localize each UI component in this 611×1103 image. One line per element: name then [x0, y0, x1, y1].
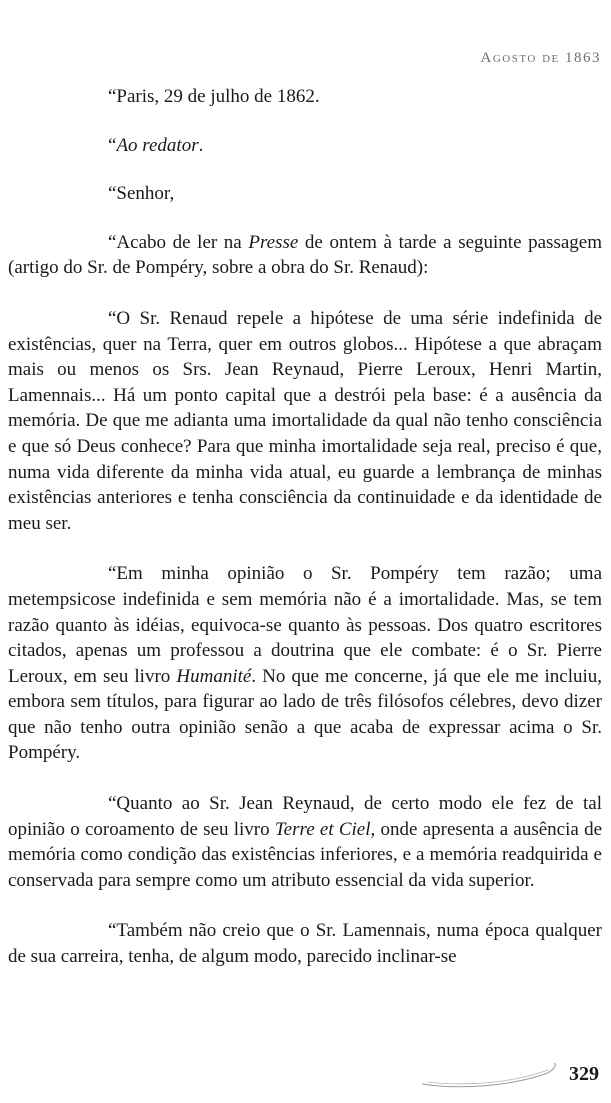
paragraph-salutation: “Senhor,	[108, 183, 175, 205]
paragraph-reynaud: “Quanto ao Sr. Jean Reynaud, de certo modo ele fez de tal opinião o coroamento de seu livro Terre et Ciel, onde apresenta a ausência de memória como condição das existências inferiores, e a memória readquirida e conservada para sempre como um atributo essencial da vida superior.	[8, 793, 602, 891]
italic-title: Humanité	[176, 665, 252, 687]
page-number: 329	[569, 1063, 599, 1085]
italic-title: Presse	[248, 231, 299, 253]
paragraph-opinion: “Em minha opinião o Sr. Pompéry tem razão; uma metempsicose indefinida e sem memória não é a imortalidade. Mas, se tem razão quanto às idéias, equivoca-se quanto às pessoas. Dos quatro escritores citados, apenas um professou a doutrina que ele combate: é o Sr. Pierre Leroux, em seu livro Humanité. No que me concerne, já que ele me incluiu, embora sem títulos, para figurar ao lado de três filósofos célebres, devo dizer que não tenho outra opinião senão a que acaba de expressar acima o Sr. Pompéry.	[8, 563, 602, 764]
flourish-ornament	[420, 1060, 560, 1090]
paragraph-addressee: “Ao redator.	[108, 134, 204, 156]
paragraph-dateline: “Paris, 29 de julho de 1862.	[108, 86, 320, 107]
paragraph-pompery-quote: “O Sr. Renaud repele a hipótese de uma série indefinida de existências, quer na Terra, quer em outros globos... Hipótese a que abraçam mais ou menos os Srs. Jean Reynaud, Pierre Leroux, Henri Martin, Lamennais... Há um ponto capital que a destrói pela base: é a ausência da memória. De que me adianta uma imortalidade da qual não tenho consciência e que só Deus conhece? Para que minha imortalidade seja real, preciso é que, numa vida diferente da minha vida atual, eu guarde a lembrança de minhas existências anteriores e tenha consciência da continuidade e da identidade de meu ser.	[8, 307, 602, 534]
italic-title: Ao redator	[116, 134, 199, 156]
paragraph-presse-quote-intro: “Acabo de ler na Presse de ontem à tarde a seguinte passagem (artigo do Sr. de Pompéry, sobre a obra do Sr. Renaud):	[8, 231, 602, 279]
letter-body	[8, 84, 602, 970]
running-header: Agosto de 1863	[480, 50, 601, 66]
paragraph-lamennais: “Também não creio que o Sr. Lamennais, numa época qualquer de sua carreira, tenha, de algum modo, parecido inclinar-se	[8, 920, 602, 968]
italic-title: Terre et Ciel	[274, 818, 371, 840]
